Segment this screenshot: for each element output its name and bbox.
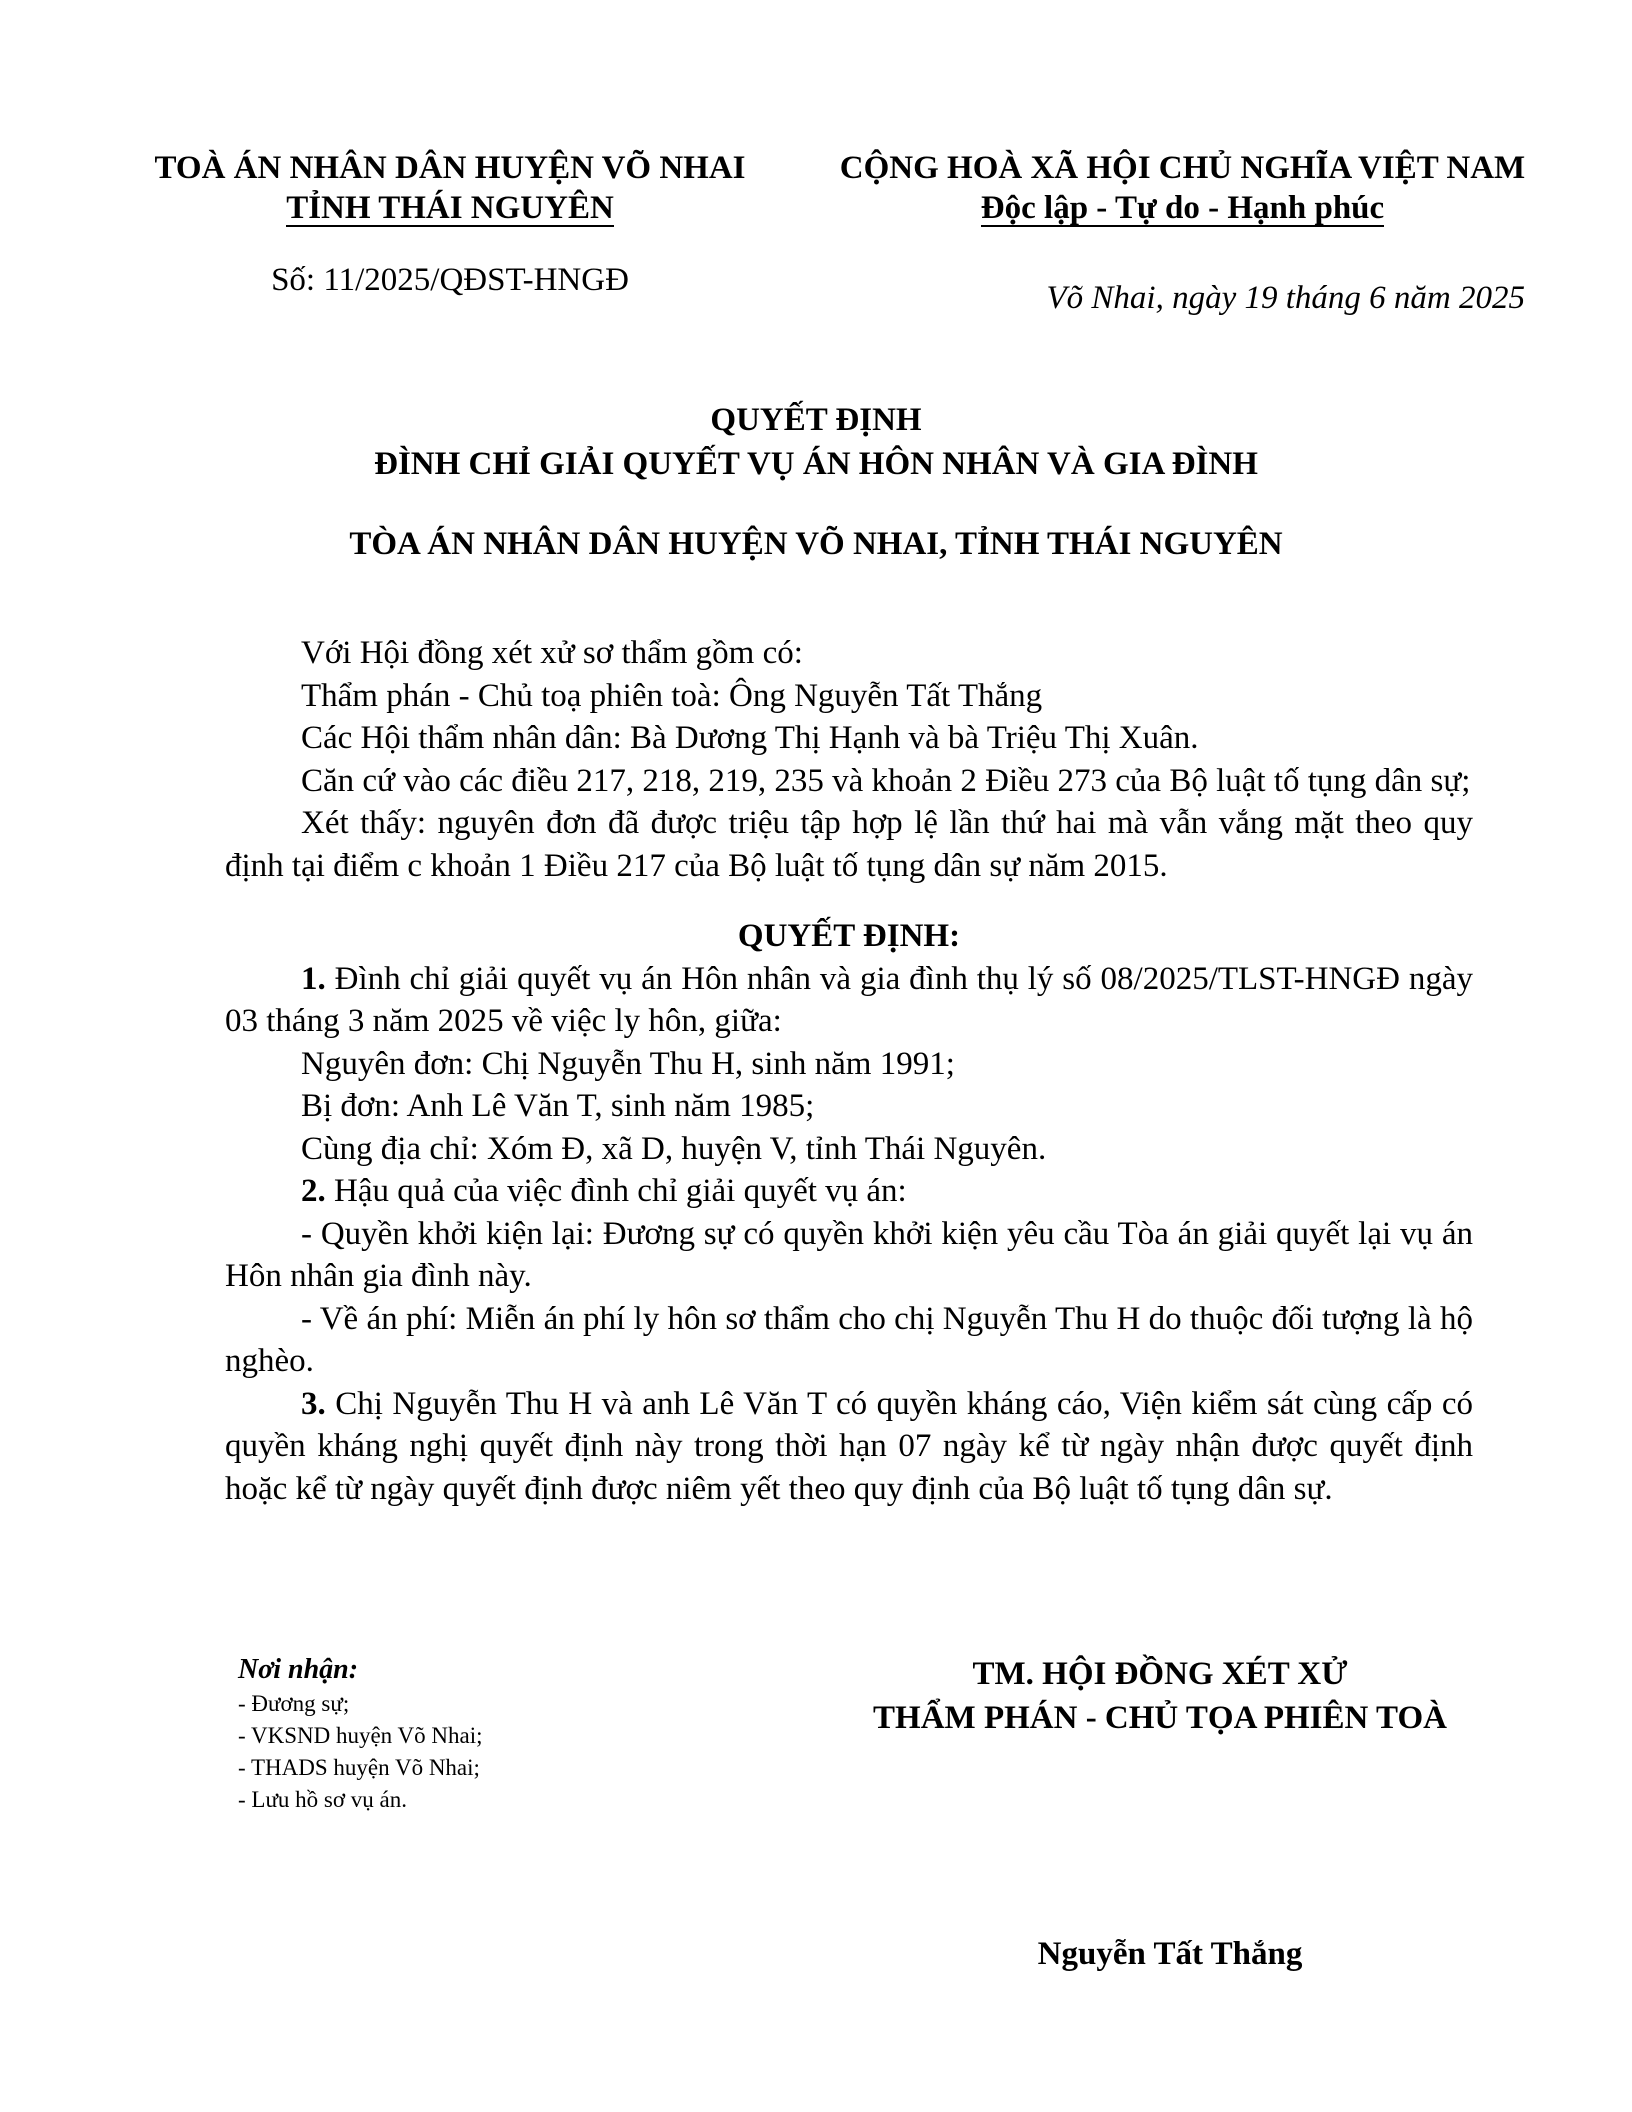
finding: Xét thấy: nguyên đơn đã được triệu tập hợp lệ lần thứ hai mà vẫn vắng mặt theo quy định tại điểm c khoản 1 Điều 217 của Bộ luật tố tụng dân sự năm 2015. <box>225 805 1473 884</box>
decision-item-3 <box>225 1383 1473 1511</box>
signature-title-2: THẨM PHÁN - CHỦ TỌA PHIÊN TOÀ <box>873 1700 1447 1736</box>
national-motto: Độc lập - Tự do - Hạnh phúc <box>980 190 1385 226</box>
court-title: TÒA ÁN NHÂN DÂN HUYỆN VÕ NHAI, TỈNH THÁI NGUYÊN <box>349 526 1283 562</box>
item-1-number: 1. <box>301 960 326 997</box>
item-2-text: Hậu quả của việc đình chỉ giải quyết vụ án: <box>334 1173 907 1209</box>
item-2-fees: - Về án phí: Miễn án phí ly hôn sơ thẩm cho chị Nguyễn Thu H do thuộc đối tượng là hộ nghèo. <box>225 1300 1473 1379</box>
recipients <box>238 1652 738 1816</box>
recipient-item: - THADS huyện Võ Nhai; <box>238 1755 480 1780</box>
document-number: Số: 11/2025/QĐST-HNGĐ <box>271 262 629 298</box>
plaintiff <box>225 1043 1473 1086</box>
document-body <box>225 632 1473 1510</box>
recipient-item: - VKSND huyện Võ Nhai; <box>238 1723 483 1748</box>
decision-heading: QUYẾT ĐỊNH: <box>737 918 961 954</box>
decision-item-1 <box>225 958 1473 1043</box>
document-title <box>0 398 1632 486</box>
panel-intro: Với Hội đồng xét xử sơ thẩm gồm có: <box>301 635 803 671</box>
signature-block <box>820 1652 1500 1740</box>
recipient-item: - Đương sự; <box>238 1691 350 1716</box>
item-3-number: 3. <box>301 1385 326 1422</box>
province-name: TỈNH THÁI NGUYÊN <box>286 190 614 226</box>
court-header <box>130 148 770 228</box>
presiding-judge: Thẩm phán - Chủ toạ phiên toà: Ông Nguyễn Tất Thắng <box>301 677 1043 714</box>
national-header <box>815 148 1550 228</box>
title-line-2: ĐÌNH CHỈ GIẢI QUYẾT VỤ ÁN HÔN NHÂN VÀ GIA ĐÌNH <box>374 446 1258 482</box>
decision-item-2 <box>225 1170 1473 1213</box>
signature-title-1: TM. HỘI ĐỒNG XÉT XỬ <box>972 1656 1348 1692</box>
title-line-1: QUYẾT ĐỊNH <box>710 402 922 438</box>
item-3-text: Chị Nguyễn Thu H và anh Lê Văn T có quyền kháng cáo, Viện kiểm sát cùng cấp có quyền kháng nghị quyết định này trong thời hạn 07 ngày kể từ ngày nhận được quyết định hoặc kể từ ngày quyết định được niêm yết theo quy định của Bộ luật tố tụng dân sự. <box>225 1385 1474 1507</box>
defendant: Bị đơn: Anh Lê Văn T, sinh năm 1985; <box>301 1088 815 1124</box>
court-name: TOÀ ÁN NHÂN DÂN HUYỆN VÕ NHAI <box>154 150 746 186</box>
signer-name: Nguyễn Tất Thắng <box>1037 1936 1303 1972</box>
item-1-text: Đình chỉ giải quyết vụ án Hôn nhân và gia đình thụ lý số 08/2025/TLST-HNGĐ ngày 03 tháng 3 năm 2025 về việc ly hôn, giữa: <box>225 960 1473 1039</box>
item-2-rights: - Quyền khởi kiện lại: Đương sự có quyền khởi kiện yêu cầu Tòa án giải quyết lại vụ án Hôn nhân gia đình này. <box>225 1215 1473 1294</box>
recipients-title: Nơi nhận: <box>238 1654 359 1685</box>
legal-basis: Căn cứ vào các điều 217, 218, 219, 235 và khoản 2 Điều 273 của Bộ luật tố tụng dân sự; <box>301 762 1471 799</box>
national-title: CỘNG HOÀ XÃ HỘI CHỦ NGHĨA VIỆT NAM <box>839 150 1526 186</box>
plaintiff-text: Nguyên đơn: Chị Nguyễn Thu H, sinh năm 1991; <box>301 1045 955 1082</box>
item-2-number: 2. <box>301 1173 326 1209</box>
recipient-item: - Lưu hồ sơ vụ án. <box>238 1787 407 1812</box>
document-date: Võ Nhai, ngày 19 tháng 6 năm 2025 <box>1046 280 1525 316</box>
jurors: Các Hội thẩm nhân dân: Bà Dương Thị Hạnh và bà Triệu Thị Xuân. <box>301 720 1199 756</box>
address: Cùng địa chỉ: Xóm Đ, xã D, huyện V, tỉnh Thái Nguyên. <box>301 1130 1047 1167</box>
